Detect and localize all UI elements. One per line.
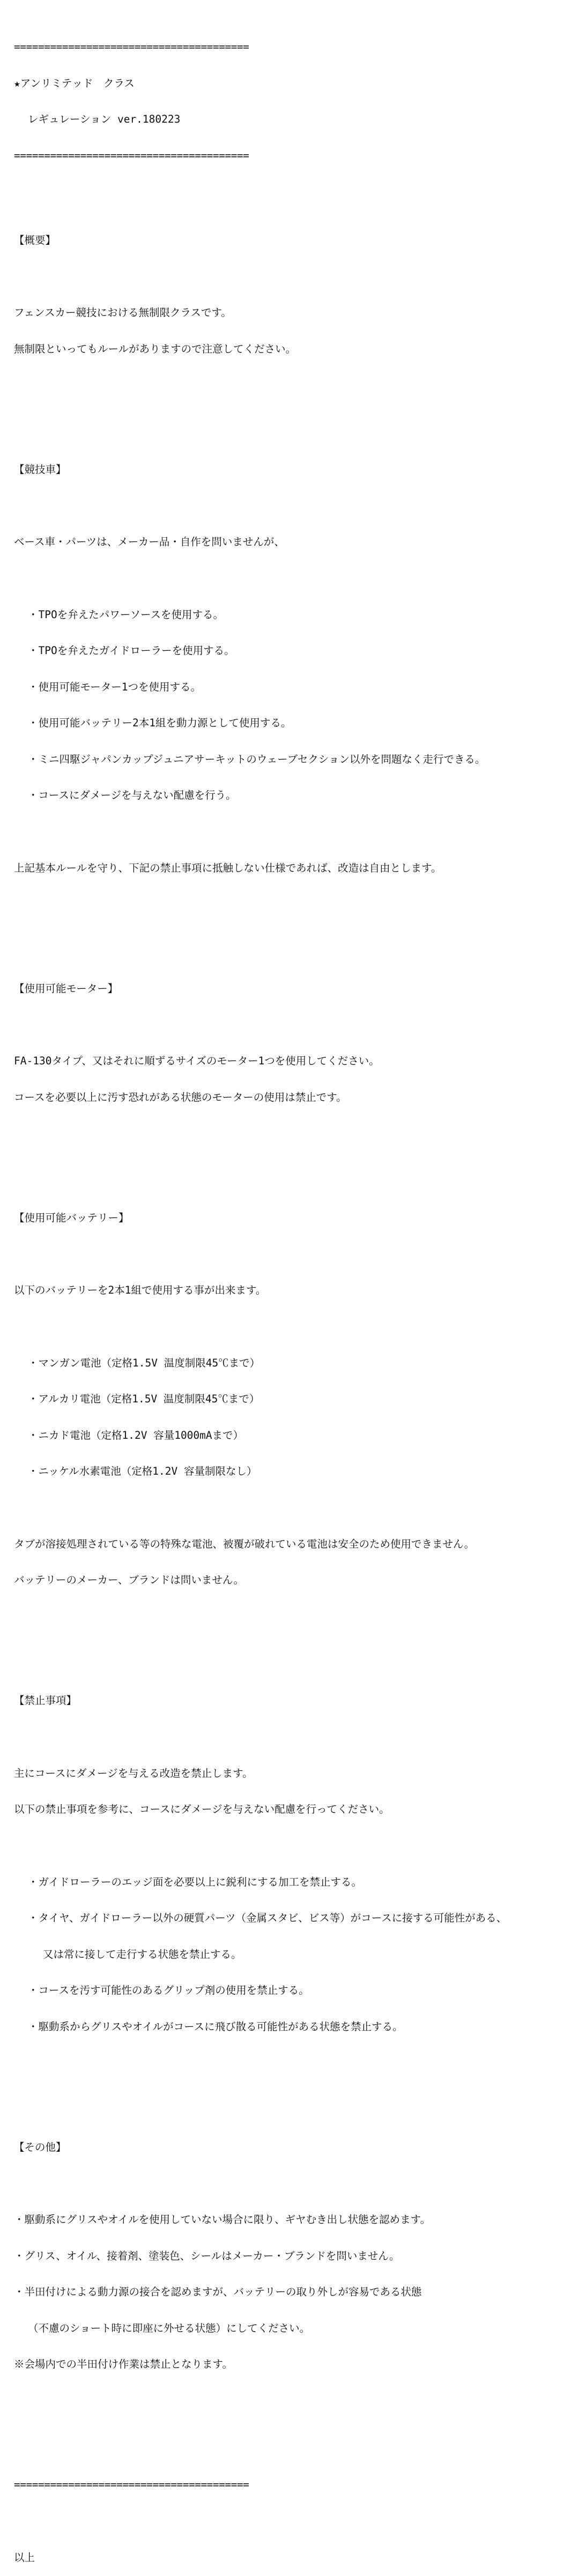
end-text: 以上 (14, 2551, 35, 2564)
battery-item: ・アルカリ電池（定格1.5V 温度制限45℃まで） (28, 1393, 260, 1405)
battery-item: ・マンガン電池（定格1.5V 温度制限45℃まで） (28, 1356, 261, 1369)
other-heading: 【その他】 (14, 2141, 66, 2153)
vehicle-heading: 【競技車】 (14, 463, 66, 476)
prohibited-item: ・タイヤ、ガイドローラー以外の硬質パーツ（金属スタビ、ビス等）がコースに接する可能性がある、 (28, 1912, 507, 1924)
header-rule-top: ======================================= (14, 41, 249, 53)
overview-line: フェンスカー競技における無制限クラスです。 (14, 306, 232, 319)
motor-heading: 【使用可能モーター】 (14, 982, 118, 995)
vehicle-intro: ベース車・パーツは、メーカー品・自作を問いませんが、 (14, 536, 285, 548)
footer-rule: ======================================= (14, 2479, 249, 2491)
battery-heading: 【使用可能バッテリー】 (14, 1211, 129, 1224)
battery-item: ・ニッケル水素電池（定格1.2V 容量制限なし） (28, 1465, 257, 1477)
other-item: ・半田付けによる動力源の接合を認めますが、バッテリーの取り外しが容易である状態 (14, 2286, 422, 2298)
vehicle-item: ・TPOを弁えたパワーソースを使用する。 (28, 608, 224, 621)
prohibited-item: ・ガイドローラーのエッジ面を必要以上に鋭利にする加工を禁止する。 (28, 1875, 362, 1888)
other-note: ※会場内での半田付け作業は禁止となります。 (14, 2358, 233, 2370)
prohibited-item-continued: 又は常に接して走行する状態を禁止する。 (43, 1948, 242, 1961)
battery-closing: タブが溶接処理されている等の特殊な電池、被覆が破れている電池は安全のため使用できません。 (14, 1537, 475, 1550)
other-item: ・グリス、オイル、接着剤、塗装色、シールはメーカー・ブランドを問いません。 (14, 2249, 400, 2262)
vehicle-item: ・コースにダメージを与えない配慮を行う。 (28, 789, 236, 801)
overview-line: 無制限といってもルールがありますので注意してください。 (14, 342, 296, 355)
document-title: ★アンリミテッド クラス (14, 77, 135, 89)
motor-line: コースを必要以上に汚す恐れがある状態のモーターの使用は禁止です。 (14, 1091, 347, 1103)
other-item-continued: （不慮のショート時に即座に外せる状態）にしてください。 (28, 2322, 310, 2334)
vehicle-item: ・使用可能バッテリー2本1組を動力源として使用する。 (28, 717, 292, 729)
prohibited-heading: 【禁止事項】 (14, 1694, 77, 1707)
prohibited-item: ・コースを汚す可能性のあるグリップ剤の使用を禁止する。 (28, 1984, 309, 1996)
other-item: ・駆動系にグリスやオイルを使用していない場合に限り、ギヤむき出し状態を認めます。 (14, 2213, 431, 2226)
header-rule-bottom: ======================================= (14, 149, 249, 162)
prohibited-intro: 以下の禁止事項を参考に、コースにダメージを与えない配慮を行ってください。 (14, 1803, 390, 1815)
battery-closing: バッテリーのメーカー、ブランドは問いません。 (14, 1574, 244, 1586)
motor-line: FA-130タイプ、又はそれに順ずるサイズのモーター1つを使用してください。 (14, 1055, 380, 1067)
overview-heading: 【概要】 (14, 234, 56, 246)
battery-intro: 以下のバッテリーを2本1組で使用する事が出来ます。 (14, 1284, 266, 1296)
vehicle-item: ・ミニ四駆ジャパンカップジュニアサーキットのウェーブセクション以外を問題なく走行できる。 (28, 753, 486, 765)
regulation-document (14, 17, 571, 2576)
prohibited-item: ・駆動系からグリスやオイルがコースに飛び散る可能性がある状態を禁止する。 (28, 2020, 403, 2033)
vehicle-item: ・TPOを弁えたガイドローラーを使用する。 (28, 644, 235, 657)
vehicle-item: ・使用可能モーター1つを使用する。 (28, 680, 201, 693)
battery-item: ・ニカド電池（定格1.2V 容量1000mAまで） (28, 1429, 244, 1441)
vehicle-closing: 上記基本ルールを守り、下記の禁止事項に抵触しない仕様であれば、改造は自由とします。 (14, 861, 442, 874)
prohibited-intro: 主にコースにダメージを与える改造を禁止します。 (14, 1767, 253, 1779)
document-subtitle: レギュレーション ver.180223 (28, 113, 181, 125)
